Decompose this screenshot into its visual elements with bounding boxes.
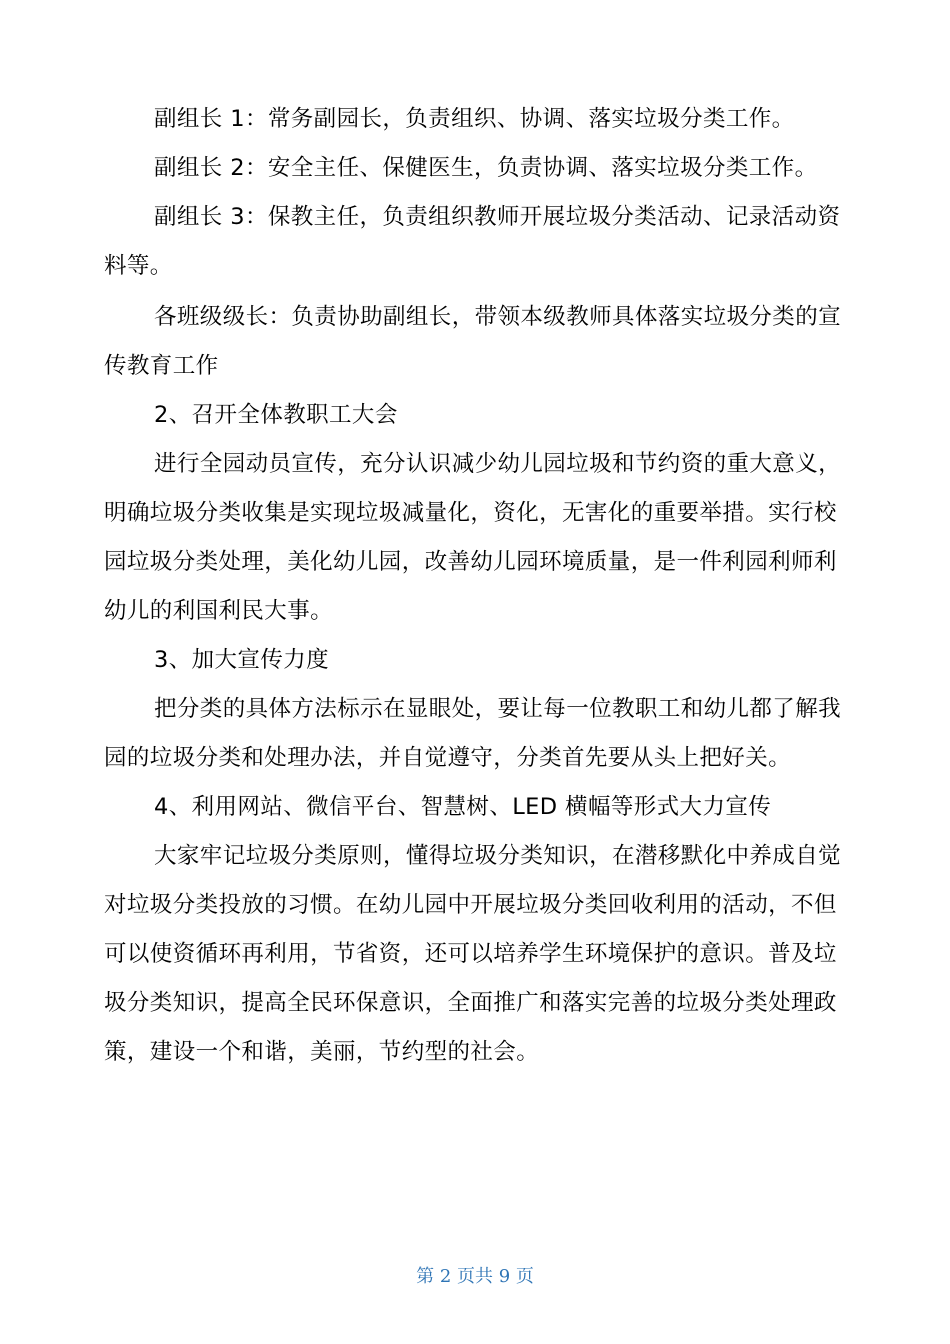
page-number: 第 2 页共 9 页 [416,1266,534,1287]
paragraph-publicity: 把分类的具体方法标示在显眼处，要让每一位教职工和幼儿都了解我园的垃圾分类和处理办法，并自觉遵守，分类首先要从头上把好关。 [104,696,842,771]
paragraph-deputy-leader-2: 副组长 2：安全主任、保健医生，负责协调、落实垃圾分类工作。 [154,155,818,181]
section-heading-publicity: 3、加大宣传力度 [154,647,330,673]
paragraph-online-publicity: 大家牢记垃圾分类原则，懂得垃圾分类知识，在潜移默化中养成自觉对垃圾分类投放的习惯。在幼儿园中开展垃圾分类回收利用的活动，不但可以使资循环再利用，节省资，还可以培养学生环境保护的意识。普及垃圾分类知识，提高全民环保意识，全面推广和落实完善的垃圾分类处理政策，建设一个和谐，美丽，节约型的社会。 [104,843,842,1065]
section-heading-staff-meeting: 2、召开全体教职工大会 [154,402,398,428]
paragraph-deputy-leader-1: 副组长 1：常务副园长，负责组织、协调、落实垃圾分类工作。 [154,106,795,132]
section-heading-online-publicity: 4、利用网站、微信平台、智慧树、LED 横幅等形式大力宣传 [154,794,772,820]
paragraph-class-leaders: 各班级级长：负责协助副组长，带领本级教师具体落实垃圾分类的宣传教育工作 [104,304,842,379]
paragraph-deputy-leader-3: 副组长 3：保教主任，负责组织教师开展垃圾分类活动、记录活动资料等。 [104,204,841,279]
paragraph-staff-meeting: 进行全园动员宣传，充分认识减少幼儿园垃圾和节约资的重大意义，明确垃圾分类收集是实现垃圾减量化，资化，无害化的重要举措。实行校园垃圾分类处理，美化幼儿园，改善幼儿园环境质量，是一件利园利师利幼儿的利国利民大事。 [104,451,842,624]
document-body [104,95,844,1077]
